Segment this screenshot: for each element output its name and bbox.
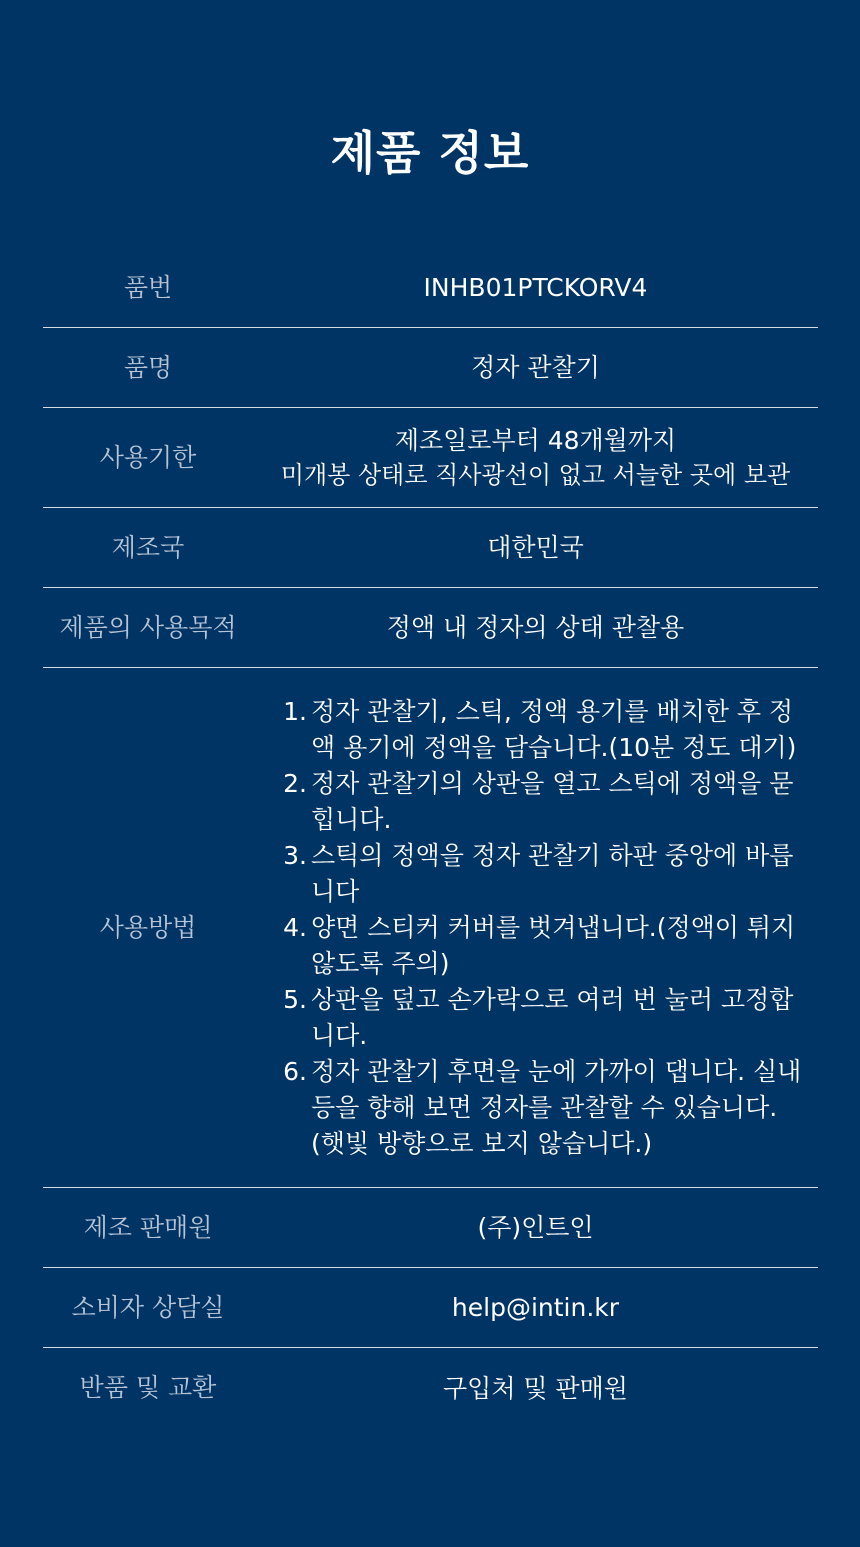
usage-step — [267, 982, 818, 1054]
row-expiration — [43, 408, 818, 508]
row-country — [43, 508, 818, 588]
product-info-table — [43, 248, 818, 1428]
customer-service-email: help@intin.kr — [451, 1293, 620, 1322]
row-returns — [43, 1348, 818, 1428]
value-line: INHB01PTCKORV4 — [423, 273, 648, 302]
step-text: 니다. — [311, 1020, 368, 1050]
row-value — [253, 530, 818, 565]
row-label: 소비자 상담실 — [71, 1292, 225, 1322]
usage-step — [267, 694, 818, 766]
step-number: 3. — [283, 840, 307, 870]
row-value — [253, 610, 818, 645]
step-text: 니다 — [311, 876, 360, 906]
step-text: 정자 관찰기의 상판을 열고 스틱에 정액을 묻 — [311, 768, 794, 798]
value-line: 제조일로부터 48개월까지 — [394, 425, 677, 455]
value-line: (주)인트인 — [477, 1213, 594, 1242]
row-usage — [43, 668, 818, 1188]
usage-step — [267, 1054, 818, 1162]
row-value — [253, 270, 818, 305]
value-line: 미개봉 상태로 직사광선이 없고 서늘한 곳에 보관 — [280, 460, 791, 489]
row-label: 품번 — [123, 272, 173, 302]
step-text: 액 용기에 정액을 담습니다.(10분 정도 대기) — [311, 732, 797, 762]
row-manufacturer — [43, 1188, 818, 1268]
row-part-number — [43, 248, 818, 328]
step-text: 정자 관찰기 후면을 눈에 가까이 댑니다. 실내 — [311, 1056, 802, 1086]
value-line: 정자 관찰기 — [471, 353, 600, 382]
value-line: 정액 내 정자의 상태 관찰용 — [386, 613, 685, 642]
step-text: 등을 향해 보면 정자를 관찰할 수 있습니다. — [311, 1092, 778, 1122]
step-text: 힙니다. — [311, 804, 392, 834]
step-number: 6. — [283, 1056, 307, 1086]
row-label: 사용기한 — [99, 442, 197, 472]
row-label: 품명 — [123, 352, 173, 382]
row-value — [253, 1371, 818, 1406]
usage-step — [267, 910, 818, 982]
row-label: 제조 판매원 — [83, 1212, 213, 1242]
usage-steps-list — [267, 694, 818, 1162]
row-value — [253, 423, 818, 493]
step-number: 5. — [283, 984, 307, 1014]
row-value — [253, 694, 818, 1162]
step-text: 양면 스티커 커버를 벗겨냅니다.(정액이 튀지 — [311, 912, 796, 942]
row-label: 제조국 — [111, 532, 185, 562]
step-text: 스틱의 정액을 정자 관찰기 하판 중앙에 바릅 — [311, 840, 794, 870]
step-text: 정자 관찰기, 스틱, 정액 용기를 배치한 후 정 — [311, 696, 794, 726]
page-title: 제품 정보 — [330, 126, 530, 180]
value-line: 구입처 및 판매원 — [443, 1373, 628, 1403]
row-label: 사용방법 — [99, 912, 197, 942]
step-number: 2. — [283, 768, 307, 798]
step-text: 상판을 덮고 손가락으로 여러 번 눌러 고정합 — [311, 984, 794, 1014]
row-value — [253, 1210, 818, 1245]
step-text: 않도록 주의) — [311, 948, 450, 978]
step-number: 4. — [283, 912, 307, 942]
row-value — [253, 1290, 818, 1325]
row-value — [253, 350, 818, 385]
row-label: 반품 및 교환 — [79, 1373, 217, 1402]
row-customer-service — [43, 1268, 818, 1348]
row-label: 제품의 사용목적 — [59, 612, 237, 642]
usage-step — [267, 766, 818, 838]
value-line: 대한민국 — [487, 533, 584, 562]
row-product-name — [43, 328, 818, 408]
step-text: (햇빛 방향으로 보지 않습니다.) — [311, 1128, 653, 1158]
row-purpose — [43, 588, 818, 668]
step-number: 1. — [283, 696, 307, 726]
usage-step — [267, 838, 818, 910]
